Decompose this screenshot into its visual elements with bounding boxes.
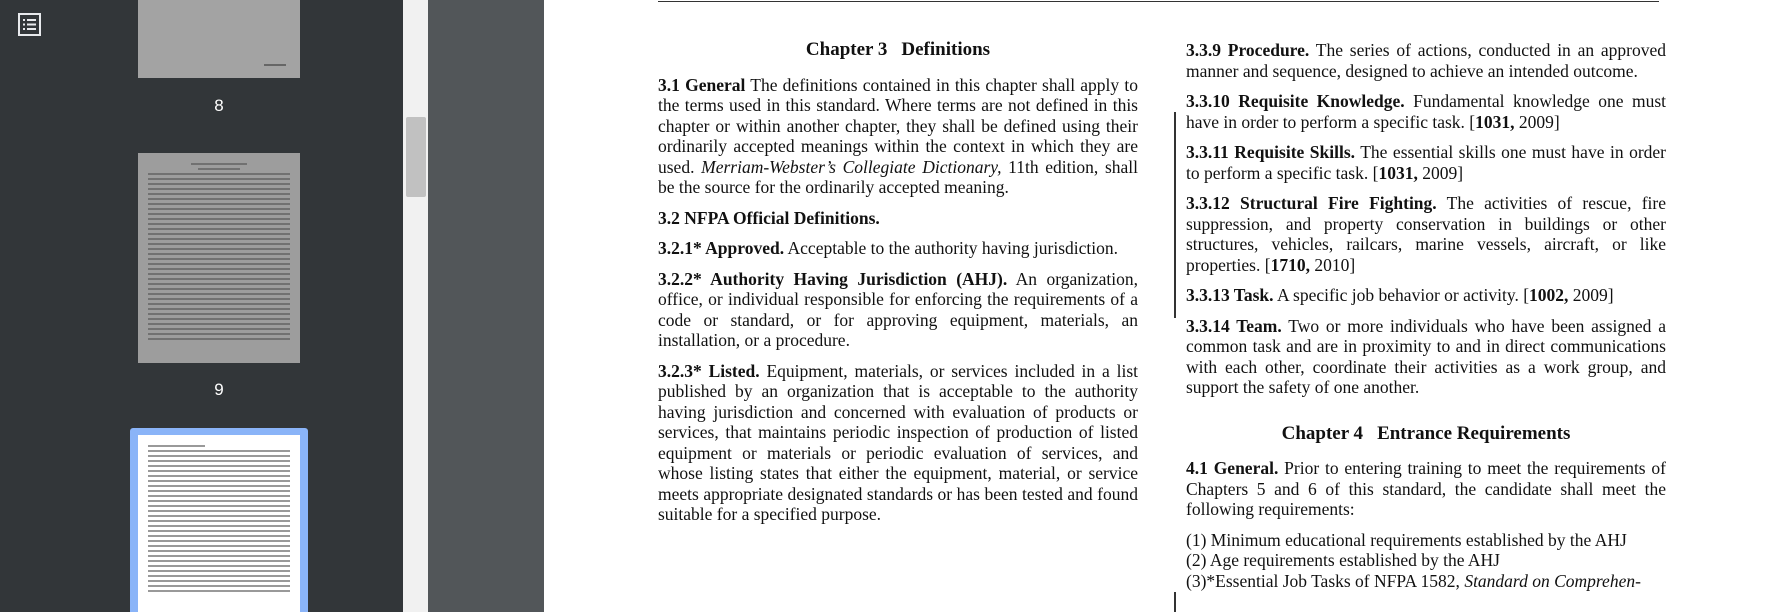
section-4-1: 4.1 General. Prior to entering training to meet the requirements of Chapters 5 and 6 of this standard, the candidate shall meet the following requirements: [1186,458,1667,519]
list-item: (3)*Essential Job Tasks of NFPA 1582, Standard on Comprehen- [1186,570,1641,591]
chapter-4-heading: Chapter 4 Entrance Requirements [1281,422,1571,444]
section-3-1: 3.1 General The definitions contained in this chapter shall apply to the terms used in this standard. Where terms are not defined in this chapter or within another chapter, they shall be defined using their ordinarily accepted meanings within the context in which they are used. Merriam-Webster’s Collegiate Dictionary, 11th edition, shall be the source for the ordinarily accepted meaning. [658,74,1138,197]
chapter-3-heading: Chapter 3 Definitions [805,39,991,60]
requirements-list [1186,530,1666,592]
section-3-3-14: 3.3.14 Team. Two or more individuals who have been assigned a common task and are in proximity to and in direct communications with each other, coordinate their activities as a work group, and support the safety of one another. [1186,315,1666,397]
revision-bar [1174,592,1176,612]
section-3-2-1: 3.2.1* Approved. Acceptable to the authority having jurisdiction. [658,238,1118,258]
page-thumbnail-9[interactable] [138,153,300,363]
document-page [544,0,1788,612]
list-item: (2) Age requirements established by the AHJ [1186,550,1500,570]
section-3-2-3: 3.2.3* Listed. Equipment, materials, or services included in a list published by an organization that is acceptable to the authority having jurisdiction and concerned with evaluation of products or services, that maintains periodic inspection of production of listed equipment or materials or periodic evaluation of services, and whose listing states that either the equipment, material, or service meets appropriate designated standards or has been tested and found suitable for a specified purpose. [658,360,1138,524]
section-3-3-10: 3.3.10 Requisite Knowledge. Fundamental knowledge one must have in order to perform a specific task. [1031, 2009] [1186,91,1666,132]
sidebar-scrollbar-track[interactable] [403,0,428,612]
viewer-background [428,0,544,612]
page-thumbnail-10[interactable] [138,435,300,612]
section-3-2: 3.2 NFPA Official Definitions. [658,207,880,228]
left-column [658,40,1138,535]
section-3-3-9: 3.3.9 Procedure. The series of actions, conducted in an approved manner and sequence, designed to achieve an intended outcome. [1186,40,1667,81]
section-3-3-11: 3.3.11 Requisite Skills. The essential skills one must have in order to perform a specific task. [1031, 2009] [1186,142,1667,183]
page-thumbnail-8[interactable] [138,0,300,78]
outline-list-icon[interactable] [16,12,44,38]
page-top-rule [658,1,1659,2]
section-3-2-2: 3.2.2* Authority Having Jurisdiction (AHJ). An organization, office, or individual responsible for enforcing the requirements of a code or standard, or for approving equipment, materials, an installation, or a procedure. [658,268,1138,350]
list-item: (1) Minimum educational requirements established by the AHJ [1186,529,1627,550]
section-3-3-13: 3.3.13 Task. A specific job behavior or activity. [1002, 2009] [1186,285,1614,305]
thumbnail-label-8: 8 [214,96,224,115]
right-column [1186,40,1666,591]
revision-bar [1174,112,1176,318]
thumbnail-label-9: 9 [214,380,224,399]
thumbnail-sidebar [0,0,403,612]
section-3-3-12: 3.3.12 Structural Fire Fighting. The activities of rescue, fire suppression, and property conservation in buildings or other structures, vehicles, railcars, marine vessels, aircraft, or like properties. [1710, 2010] [1186,193,1666,275]
sidebar-scrollbar-thumb[interactable] [406,117,426,197]
